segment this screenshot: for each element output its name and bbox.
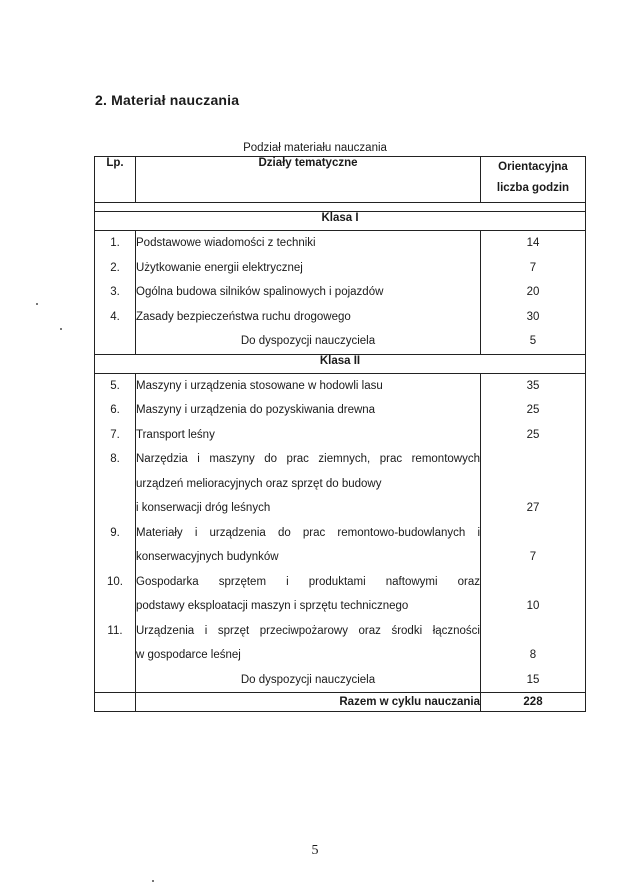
row-hours: 25 bbox=[481, 423, 586, 448]
row-number: 5. bbox=[95, 373, 136, 398]
row-number bbox=[95, 472, 136, 497]
row-topic: Użytkowanie energii elektrycznej bbox=[136, 256, 481, 281]
row-hours: 8 bbox=[481, 643, 586, 668]
table-row bbox=[95, 373, 586, 398]
curriculum-table bbox=[94, 156, 586, 712]
table-row bbox=[95, 545, 586, 570]
dyspozycja-label: Do dyspozycji nauczyciela bbox=[136, 329, 481, 354]
row-number: 8. bbox=[95, 447, 136, 472]
row-number: 9. bbox=[95, 521, 136, 546]
klasa-heading-row bbox=[95, 212, 586, 231]
row-topic: Maszyny i urządzenia do pozyskiwania drewna bbox=[136, 398, 481, 423]
row-topic: Transport leśny bbox=[136, 423, 481, 448]
row-topic: urządzeń melioracyjnych oraz sprzęt do budowy bbox=[136, 472, 481, 497]
row-number: 3. bbox=[95, 280, 136, 305]
row-number: 6. bbox=[95, 398, 136, 423]
row-number bbox=[95, 643, 136, 668]
table-row bbox=[95, 398, 586, 423]
table-row bbox=[95, 305, 586, 330]
spacer-cell bbox=[95, 203, 586, 212]
table-row bbox=[95, 643, 586, 668]
header-lp: Lp. bbox=[95, 157, 136, 203]
row-number bbox=[95, 594, 136, 619]
dyspozycja-hours: 5 bbox=[481, 329, 586, 354]
row-hours: 14 bbox=[481, 231, 586, 256]
table-row bbox=[95, 231, 586, 256]
row-hours: 10 bbox=[481, 594, 586, 619]
row-topic: Narzędzia i maszyny do prac ziemnych, prac remontowych bbox=[136, 447, 481, 472]
row-topic: Maszyny i urządzenia stosowane w hodowli lasu bbox=[136, 373, 481, 398]
row-number: 4. bbox=[95, 305, 136, 330]
row-number: 1. bbox=[95, 231, 136, 256]
total-empty bbox=[95, 693, 136, 712]
row-number bbox=[95, 496, 136, 521]
row-number bbox=[95, 545, 136, 570]
table-row bbox=[95, 280, 586, 305]
row-number: 7. bbox=[95, 423, 136, 448]
row-topic: Urządzenia i sprzęt przeciwpożarowy oraz środki łączności bbox=[136, 619, 481, 644]
table-row bbox=[95, 619, 586, 644]
row-hours bbox=[481, 521, 586, 546]
header-hours bbox=[481, 157, 586, 203]
row-hours bbox=[481, 447, 586, 472]
row-topic: Zasady bezpieczeństwa ruchu drogowego bbox=[136, 305, 481, 330]
table-row bbox=[95, 521, 586, 546]
row-hours bbox=[481, 570, 586, 595]
row-topic: Materiały i urządzenia do prac remontowo-budowlanych i bbox=[136, 521, 481, 546]
row-topic: podstawy eksploatacji maszyn i sprzętu technicznego bbox=[136, 594, 481, 619]
table-row bbox=[95, 472, 586, 497]
dyspozycja-row bbox=[95, 329, 586, 354]
row-topic: i konserwacji dróg leśnych bbox=[136, 496, 481, 521]
section-title: 2. Materiał nauczania bbox=[95, 92, 240, 108]
row-number bbox=[95, 329, 136, 354]
scan-speck bbox=[60, 328, 62, 330]
spacer-row bbox=[95, 203, 586, 212]
row-hours bbox=[481, 472, 586, 497]
table-caption: Podział materiału nauczania bbox=[243, 142, 387, 154]
row-hours: 7 bbox=[481, 545, 586, 570]
row-topic: Podstawowe wiadomości z techniki bbox=[136, 231, 481, 256]
dyspozycja-row bbox=[95, 668, 586, 693]
row-hours: 30 bbox=[481, 305, 586, 330]
klasa-heading: Klasa I bbox=[95, 212, 586, 231]
table-header-row bbox=[95, 157, 586, 203]
table-row bbox=[95, 496, 586, 521]
table-row bbox=[95, 570, 586, 595]
row-hours: 35 bbox=[481, 373, 586, 398]
row-hours: 20 bbox=[481, 280, 586, 305]
header-hours-line1: Orientacyjna bbox=[498, 161, 568, 173]
scan-speck bbox=[152, 880, 154, 882]
header-topic: Działy tematyczne bbox=[136, 157, 481, 203]
row-topic: konserwacyjnych budynków bbox=[136, 545, 481, 570]
row-hours: 27 bbox=[481, 496, 586, 521]
table-row bbox=[95, 594, 586, 619]
klasa-heading-row bbox=[95, 354, 586, 373]
row-number bbox=[95, 668, 136, 693]
table-row bbox=[95, 256, 586, 281]
row-hours bbox=[481, 619, 586, 644]
header-hours-line2: liczba godzin bbox=[496, 182, 570, 194]
row-number: 10. bbox=[95, 570, 136, 595]
row-topic: Ogólna budowa silników spalinowych i pojazdów bbox=[136, 280, 481, 305]
scan-speck bbox=[36, 303, 38, 305]
page-number: 5 bbox=[311, 843, 319, 858]
row-hours: 7 bbox=[481, 256, 586, 281]
total-label: Razem w cyklu nauczania bbox=[136, 693, 481, 712]
total-hours: 228 bbox=[481, 693, 586, 712]
row-number: 2. bbox=[95, 256, 136, 281]
klasa-heading: Klasa II bbox=[95, 354, 586, 373]
total-row bbox=[95, 693, 586, 712]
table-row bbox=[95, 447, 586, 472]
row-hours: 25 bbox=[481, 398, 586, 423]
row-topic: w gospodarce leśnej bbox=[136, 643, 481, 668]
dyspozycja-hours: 15 bbox=[481, 668, 586, 693]
row-number: 11. bbox=[95, 619, 136, 644]
row-topic: Gospodarka sprzętem i produktami naftowymi oraz bbox=[136, 570, 481, 595]
dyspozycja-label: Do dyspozycji nauczyciela bbox=[136, 668, 481, 693]
table-row bbox=[95, 423, 586, 448]
